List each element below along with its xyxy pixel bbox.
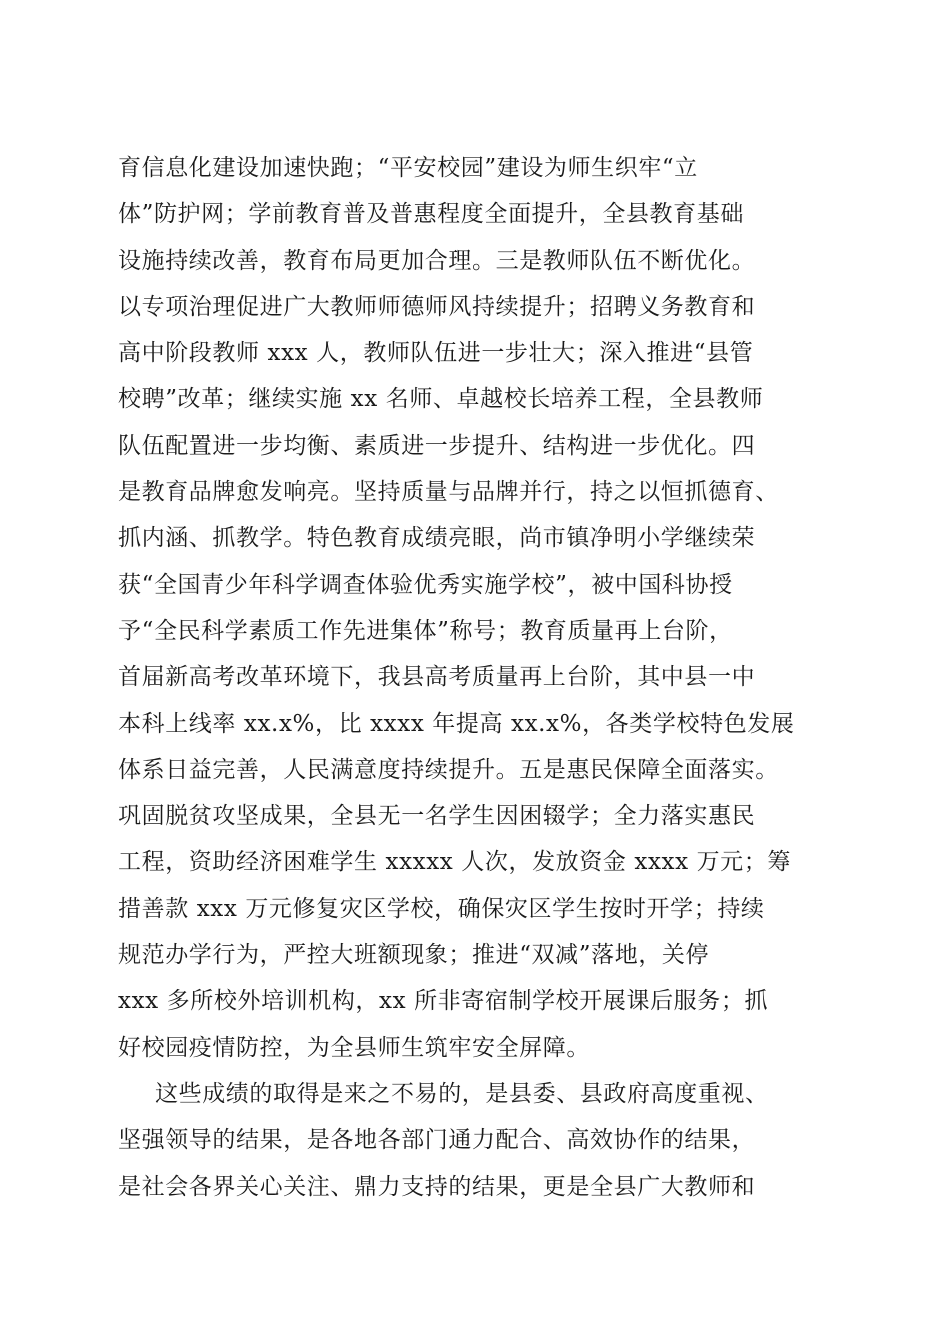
text-line: 是社会各界关心关注、鼎力支持的结果，更是全县广大教师和	[118, 1173, 756, 1200]
text-line: 体系日益完善，人民满意度持续提升。五是惠民保障全面落实。	[118, 756, 779, 783]
text-line: 本科上线率 xx.x%，比 xxxx 年提高 xx.x%，各类学校特色发展	[118, 710, 795, 737]
body-text	[118, 145, 838, 1210]
text-line: 校聘”改革；继续实施 xx 名师、卓越校长培养工程，全县教师	[118, 386, 764, 413]
text-line: 首届新高考改革环境下，我县高考质量再上台阶，其中县一中	[118, 664, 756, 691]
text-line: 工程，资助经济困难学生 xxxxx 人次，发放资金 xxxx 万元；筹	[118, 849, 791, 876]
text-line: 坚强领导的结果，是各地各部门通力配合、高效协作的结果，	[118, 1127, 756, 1154]
text-line: 是教育品牌愈发响亮。坚持质量与品牌并行，持之以恒抓德育、	[118, 479, 779, 506]
text-line: 获“全国青少年科学调查体验优秀实施学校”，被中国科协授	[118, 571, 733, 598]
text-line: 巩固脱贫攻坚成果，全县无一名学生因困辍学；全力落实惠民	[118, 803, 756, 830]
text-line: 育信息化建设加速快跑；“平安校园”建设为师生织牢“立	[118, 155, 698, 181]
text-line: 队伍配置进一步均衡、素质进一步提升、结构进一步优化。四	[118, 432, 756, 459]
text-line: 设施持续改善，教育布局更加合理。三是教师队伍不断优化。	[118, 247, 756, 274]
text-line: 体”防护网；学前教育普及普惠程度全面提升，全县教育基础	[118, 201, 744, 228]
text-line: 规范办学行为，严控大班额现象；推进“双减”落地，关停	[118, 942, 710, 969]
text-line: 措善款 xxx 万元修复灾区学校，确保灾区学生按时开学；持续	[118, 895, 765, 922]
paragraph-first-line: 这些成绩的取得是来之不易的，是县委、县政府高度重视、	[155, 1080, 769, 1107]
text-line: xxx 多所校外培训机构，xx 所非寄宿制学校开展课后服务；抓	[118, 988, 769, 1015]
text-line: 高中阶段教师 xxx 人，教师队伍进一步壮大；深入推进“县管	[118, 340, 754, 367]
text-line: 好校园疫情防控，为全县师生筑牢安全屏障。	[118, 1034, 590, 1061]
text-line: 以专项治理促进广大教师师德师风持续提升；招聘义务教育和	[118, 293, 756, 320]
text-line: 予“全民科学素质工作先进集体”称号；教育质量再上台阶，	[118, 617, 733, 644]
text-line: 抓内涵、抓教学。特色教育成绩亮眼，尚市镇净明小学继续荣	[118, 525, 756, 552]
